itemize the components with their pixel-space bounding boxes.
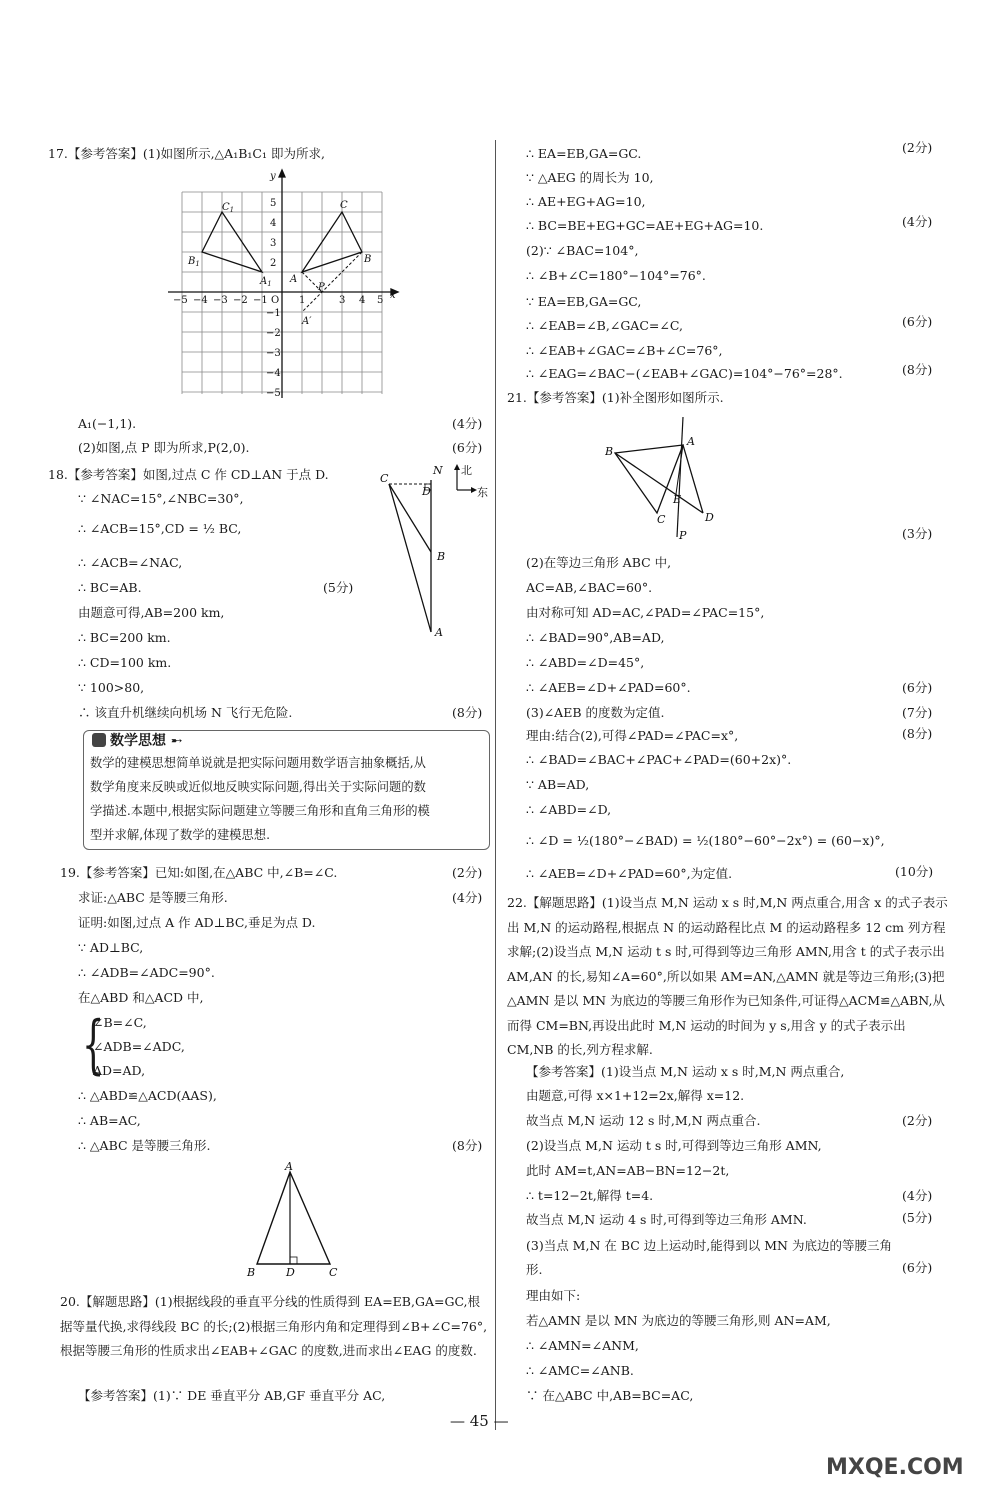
q19-line-8: ∠ADB=∠ADC, — [93, 1039, 185, 1054]
q21-line: (3)∠AEB 的度数为定值. — [526, 705, 665, 720]
q20-line: ∴ AE+EG+AG=10, — [526, 194, 646, 209]
q18-line-4: ∴ ∠ACB=∠NAC, — [78, 555, 183, 570]
q22-line: 形. — [526, 1262, 543, 1277]
q21-line: ∴ ∠BAD=∠BAC+∠PAC+∠PAD=(60+2x)°. — [526, 752, 792, 767]
y-axis-arrow — [279, 170, 285, 177]
svg-text:A′: A′ — [302, 316, 312, 327]
svg-text:东: 东 — [477, 486, 488, 499]
q22-line: ∴ t=12−2t,解得 t=4. — [526, 1188, 654, 1203]
svg-text:B: B — [364, 254, 372, 265]
score: (8分) — [902, 726, 933, 741]
q20-line: ∵ △AEG 的周长为 10, — [526, 170, 654, 185]
q18-line-7: ∴ BC=200 km. — [78, 630, 171, 645]
score: (5分) — [902, 1210, 933, 1225]
svg-text:A1: $A_1$ — [260, 276, 272, 288]
score: (6分) — [902, 680, 933, 695]
score: (4分) — [452, 890, 483, 905]
q19-line-6: 在△ABD 和△ACD 中, — [78, 990, 204, 1005]
q20-line: ∴ ∠EAB+∠GAC=∠B+∠C=76°, — [526, 343, 723, 358]
svg-text:A: A — [435, 626, 443, 639]
score: (6分) — [902, 314, 933, 329]
svg-text:北: 北 — [461, 464, 472, 477]
score: (8分) — [452, 1138, 483, 1153]
q22-line: 由题意,可得 x×1+12=2x,解得 x=12. — [526, 1088, 745, 1103]
q17-line-2: A₁(−1,1). — [78, 416, 137, 431]
score: (4分) — [902, 214, 933, 229]
q19-line-10: ∴ △ABD≌△ACD(AAS), — [78, 1088, 217, 1103]
svg-text:A: A — [290, 274, 298, 285]
q20-line: ∴ ∠B+∠C=180°−104°=76°. — [526, 268, 706, 283]
q20-line: ∴ ∠EAG=∠BAC−(∠EAB+∠GAC)=104°−76°=28°. — [526, 366, 843, 381]
q22-line: (2)设当点 M,N 运动 t s 时,可得到等边三角形 AMN, — [526, 1138, 822, 1153]
q21-line: 21.【参考答案】(1)补全图形如图所示. — [507, 390, 724, 405]
svg-text:B: B — [247, 1266, 256, 1279]
svg-text:3: 3 — [339, 295, 346, 306]
lightbulb-icon — [92, 733, 106, 747]
score: (5分) — [323, 580, 354, 595]
q18-line-10: ∴ 该直升机继续向机场 N 飞行无危险. — [78, 705, 293, 720]
q18-line-3: ∴ ∠ACB=15°,CD = ½ BC, — [78, 521, 242, 536]
score: (2分) — [902, 1113, 933, 1128]
svg-text:B1: $B_1$ — [188, 256, 200, 268]
math-thinking-line: 数学的建模思想简单说就是把实际问题用数学语言抽象概括,从 — [90, 756, 426, 770]
svg-text:−2: −2 — [266, 328, 281, 339]
q22-line: 此时 AM=t,AN=AB−BN=12−2t, — [526, 1163, 730, 1178]
score: (6分) — [452, 440, 483, 455]
svg-text:−3: −3 — [213, 295, 228, 306]
score: (6分) — [902, 1260, 933, 1275]
svg-text:P: P — [679, 529, 687, 542]
svg-text:E: E — [673, 493, 682, 506]
q20-line: (2)∵ ∠BAC=104°, — [526, 243, 639, 258]
score: (4分) — [902, 1188, 933, 1203]
svg-text:A: A — [285, 1160, 293, 1173]
q22-line: 故当点 M,N 运动 12 s 时,M,N 两点重合. — [526, 1113, 761, 1128]
q17-line-3: (2)如图,点 P 即为所求,P(2,0). — [78, 440, 250, 455]
q18-line-2: ∵ ∠NAC=15°,∠NBC=30°, — [78, 491, 244, 506]
q21-line: ∴ ∠AEB=∠D+∠PAD=60°,为定值. — [526, 866, 733, 881]
svg-text:−5: −5 — [173, 295, 188, 306]
q21-line: (2)在等边三角形 ABC 中, — [526, 555, 672, 570]
svg-text:−4: −4 — [266, 368, 281, 379]
svg-text:B: B — [437, 550, 446, 563]
score: (2分) — [452, 865, 483, 880]
q21-line: 理由:结合(2),可得∠PAD=∠PAC=x°, — [526, 728, 739, 743]
q21-line: ∴ ∠AEB=∠D+∠PAD=60°. — [526, 680, 691, 695]
q20-analysis: 20.【解题思路】(1)根据线段的垂直平分线的性质得到 EA=EB,GA=GC,根据等量代换,求得线段 BC 的长;(2)根据三角形内角和定理得到∠B+∠C=76°,根据等腰三角形的性质求出∠EAB+∠GAC 的度数,进而求出∠EAG 的度数. — [60, 1294, 488, 1358]
score: (8分) — [902, 362, 933, 377]
axis-ticks — [173, 171, 396, 399]
svg-text:−2: −2 — [233, 295, 248, 306]
svg-text:y: y — [270, 171, 276, 182]
svg-text:5: 5 — [377, 295, 384, 306]
score: (3分) — [902, 526, 933, 541]
svg-text:2: 2 — [270, 258, 277, 269]
svg-text:C: C — [657, 513, 666, 526]
svg-text:O: O — [271, 295, 280, 306]
q22-line: ∵ 在△ABC 中,AB=BC=AC, — [526, 1388, 694, 1403]
svg-text:4: 4 — [359, 295, 366, 306]
score: (8分) — [452, 705, 483, 720]
q22-line: 【参考答案】(1)设当点 M,N 运动 x s 时,M,N 两点重合, — [526, 1064, 845, 1079]
svg-text:B: B — [605, 445, 614, 458]
math-thinking-title: 数学思想 ➸ — [92, 733, 183, 749]
q18-figure — [375, 460, 495, 640]
q19-line-7: ∠B=∠C, — [93, 1015, 147, 1030]
q18-line-9: ∵ 100>80, — [78, 680, 145, 695]
svg-text:C: C — [340, 200, 348, 211]
score: (7分) — [902, 705, 933, 720]
q17-coordinate-grid — [160, 166, 410, 406]
q22-line: 理由如下: — [526, 1288, 581, 1303]
column-divider — [495, 140, 496, 1430]
score: (10分) — [895, 864, 934, 879]
svg-text:A: A — [687, 435, 695, 448]
q18-line-6: 由题意可得,AB=200 km, — [78, 605, 225, 620]
q19-line-1: 19.【参考答案】已知:如图,在△ABC 中,∠B=∠C. — [60, 865, 338, 880]
triangle-A1B1C1 — [202, 212, 262, 272]
math-thinking-line: 学描述.本题中,根据实际问题建立等腰三角形和直角三角形的模 — [90, 804, 430, 818]
q21-line: 由对称可知 AD=AC,∠PAD=∠PAC=15°, — [526, 605, 765, 620]
q21-line: AC=AB,∠BAC=60°. — [526, 580, 653, 595]
q18-line-8: ∴ CD=100 km. — [78, 655, 172, 670]
q20-line: ∴ BC=BE+EG+GC=AE+EG+AG=10. — [526, 218, 764, 233]
svg-text:P: P — [318, 282, 325, 293]
q21-line: ∴ ∠ABD=∠D=45°, — [526, 655, 645, 670]
q22-line: 若△AMN 是以 MN 为底边的等腰三角形,则 AN=AM, — [526, 1313, 831, 1328]
svg-text:D: D — [422, 485, 431, 498]
q20-line: ∴ ∠EAB=∠B,∠GAC=∠C, — [526, 318, 683, 333]
q22-line: (3)当点 M,N 在 BC 边上运动时,能得到以 MN 为底边的等腰三角 — [526, 1238, 892, 1253]
page-number: — 45 — — [450, 1412, 509, 1430]
q19-line-2: 求证:△ABC 是等腰三角形. — [78, 890, 228, 905]
q17-line-1: 17.【参考答案】(1)如图所示,△A₁B₁C₁ 即为所求, — [48, 146, 325, 161]
svg-text:x: x — [390, 290, 396, 301]
q19-line-12: ∴ △ABC 是等腰三角形. — [78, 1138, 211, 1153]
svg-text:4: 4 — [270, 218, 277, 229]
math-thinking-line: 型并求解,体现了数学的建模思想. — [90, 828, 270, 842]
q22-line: ∴ ∠AMN=∠ANM, — [526, 1338, 639, 1353]
svg-text:−1: −1 — [266, 308, 281, 319]
svg-text:5: 5 — [270, 198, 277, 209]
svg-text:D: D — [286, 1266, 295, 1279]
q20-line: ∵ EA=EB,GA=GC, — [526, 294, 642, 309]
svg-text:−3: −3 — [266, 348, 281, 359]
segment-BA-prime — [302, 252, 362, 312]
q22-analysis: 22.【解题思路】(1)设当点 M,N 运动 x s 时,M,N 两点重合,用含 x 的式子表示出 M,N 的运动路程,根据点 N 的运动路程比点 M 的运动路程多 12 cm 列方程求解;(2)设当点 M,N 运动 t s 时,可得到等边三角形 AMN,用含 t 的式子表示出 AM,AN 的长,易知∠A=60°,所以如果 AM=AN,△AMN 就是等边三角形;(3)把△AMN 是以 MN 为底边的等腰三角形作为已知条件,可证得△ACM≌△ABN,从而得 CM=BN,再设出此时 M,N 运动的时间为 y s,用含 y 的式子表示出 CM,NB 的长,列方程求解. — [507, 895, 948, 1057]
svg-text:N: N — [433, 464, 443, 477]
score: (4分) — [452, 416, 483, 431]
watermark-text: MXQE.COM — [826, 1455, 964, 1480]
q19-triangle — [245, 1160, 345, 1280]
q19-line-4: ∵ AD⊥BC, — [78, 940, 144, 955]
q21-line: ∴ ∠D = ½(180°−∠BAD) = ½(180°−60°−2x°) = (60−x)°, — [526, 833, 885, 848]
svg-text:C: C — [329, 1266, 338, 1279]
svg-text:−4: −4 — [193, 295, 208, 306]
score: (2分) — [902, 140, 933, 155]
svg-text:D: D — [705, 511, 714, 524]
brace: { — [82, 1008, 105, 1082]
svg-text:1: 1 — [299, 295, 306, 306]
q19-line-5: ∴ ∠ADB=∠ADC=90°. — [78, 965, 215, 980]
q19-line-3: 证明:如图,过点 A 作 AD⊥BC,垂足为点 D. — [78, 915, 316, 930]
q19-line-9: AD=AD, — [93, 1063, 146, 1078]
triangle-ABC — [302, 212, 362, 272]
q20-answer-start: 【参考答案】(1)∵ DE 垂直平分 AB,GF 垂直平分 AC, — [78, 1388, 386, 1403]
svg-text:−5: −5 — [266, 388, 281, 399]
q18-line-1: 18.【参考答案】如图,过点 C 作 CD⊥AN 于点 D. — [48, 467, 329, 482]
q22-line: ∴ ∠AMC=∠ANB. — [526, 1363, 634, 1378]
q21-line: ∴ ∠BAD=90°,AB=AD, — [526, 630, 665, 645]
math-thinking-line: 数学角度来反映或近似地反映实际问题,得出关于实际问题的数 — [90, 780, 426, 794]
q21-line: ∵ AB=AD, — [526, 777, 590, 792]
q20-line: ∴ EA=EB,GA=GC. — [526, 146, 642, 161]
q21-figure — [605, 415, 735, 545]
q19-line-11: ∴ AB=AC, — [78, 1113, 141, 1128]
q21-line: ∴ ∠ABD=∠D, — [526, 802, 612, 817]
svg-text:3: 3 — [270, 238, 277, 249]
q22-line: 故当点 M,N 运动 4 s 时,可得到等边三角形 AMN. — [526, 1212, 807, 1227]
svg-text:−1: −1 — [253, 295, 268, 306]
svg-text:C1: $C_1$ — [222, 202, 235, 214]
svg-text:C: C — [380, 472, 389, 485]
q18-line-5: ∴ BC=AB. — [78, 580, 142, 595]
